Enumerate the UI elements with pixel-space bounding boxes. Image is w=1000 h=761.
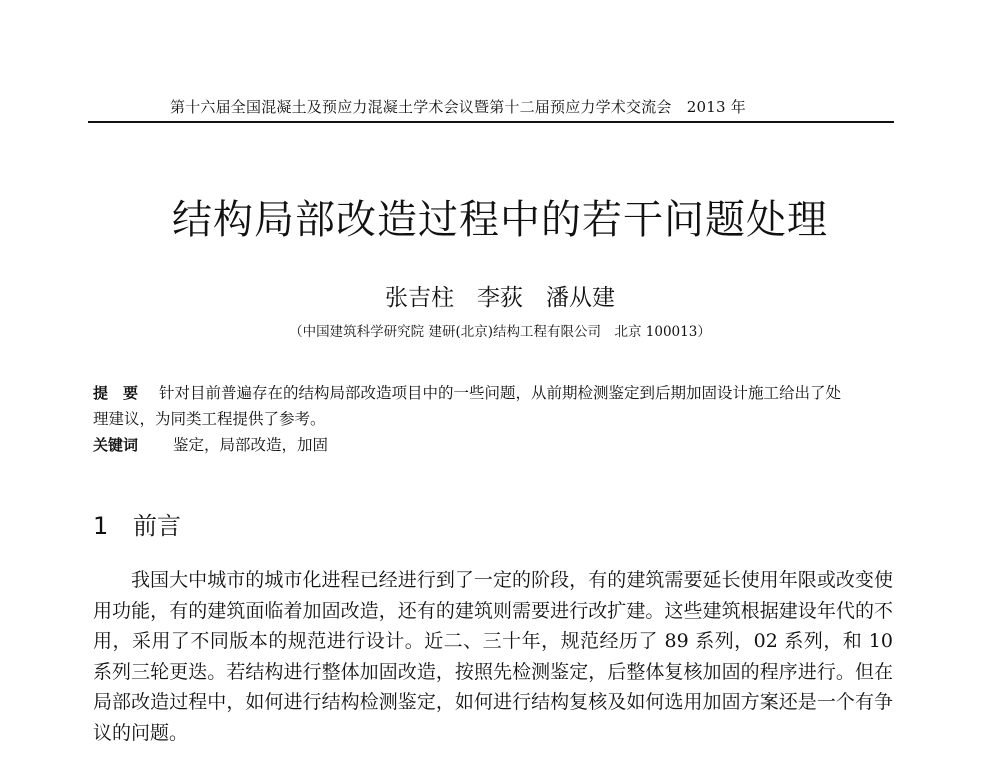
section-number: 1 bbox=[93, 512, 109, 540]
author-list: 张吉柱 李荻 潘从建 bbox=[385, 285, 615, 311]
section-paragraph: 我国大中城市的城市化进程已经进行到了一定的阶段，有的建筑需要延长使用年限或改变使用功能，有的建筑面临着加固改造，还有的建筑则需要进行改扩建。这些建筑根据建设年代的不用，采用了不同版本的规范进行设计。近二、三十年，规范经历了 89 系列，02 系列，和 10 系列三轮更迭。若结构进行整体加固改造，按照先检测鉴定，后整体复核加固的程序进行。但在局部改造过程中，如何进行结构检测鉴定，如何进行结构复核及如何选用加固方案还是一个有争议的问题。 bbox=[93, 569, 893, 744]
keywords-text: 鉴定，局部改造，加固 bbox=[173, 436, 329, 454]
abstract-block bbox=[93, 380, 853, 432]
section-title: 前言 bbox=[133, 512, 181, 540]
paper-title: 结构局部改造过程中的若干问题处理 bbox=[172, 197, 828, 243]
author-affiliation: （中国建筑科学研究院 建研(北京)结构工程有限公司 北京 100013） bbox=[289, 324, 711, 340]
section-heading bbox=[93, 506, 181, 541]
abstract-label: 提 要 bbox=[93, 384, 139, 402]
abstract-text: 针对目前普遍存在的结构局部改造项目中的一些问题，从前期检测鉴定到后期加固设计施工给出了处理建议，为同类工程提供了参考。 bbox=[93, 384, 842, 428]
keywords-block bbox=[93, 432, 328, 458]
header-divider bbox=[88, 121, 894, 123]
keywords-label: 关键词 bbox=[93, 436, 139, 454]
running-header: 第十六届全国混凝土及预应力混凝土学术会议暨第十二届预应力学术交流会 2013 年 bbox=[170, 98, 746, 116]
